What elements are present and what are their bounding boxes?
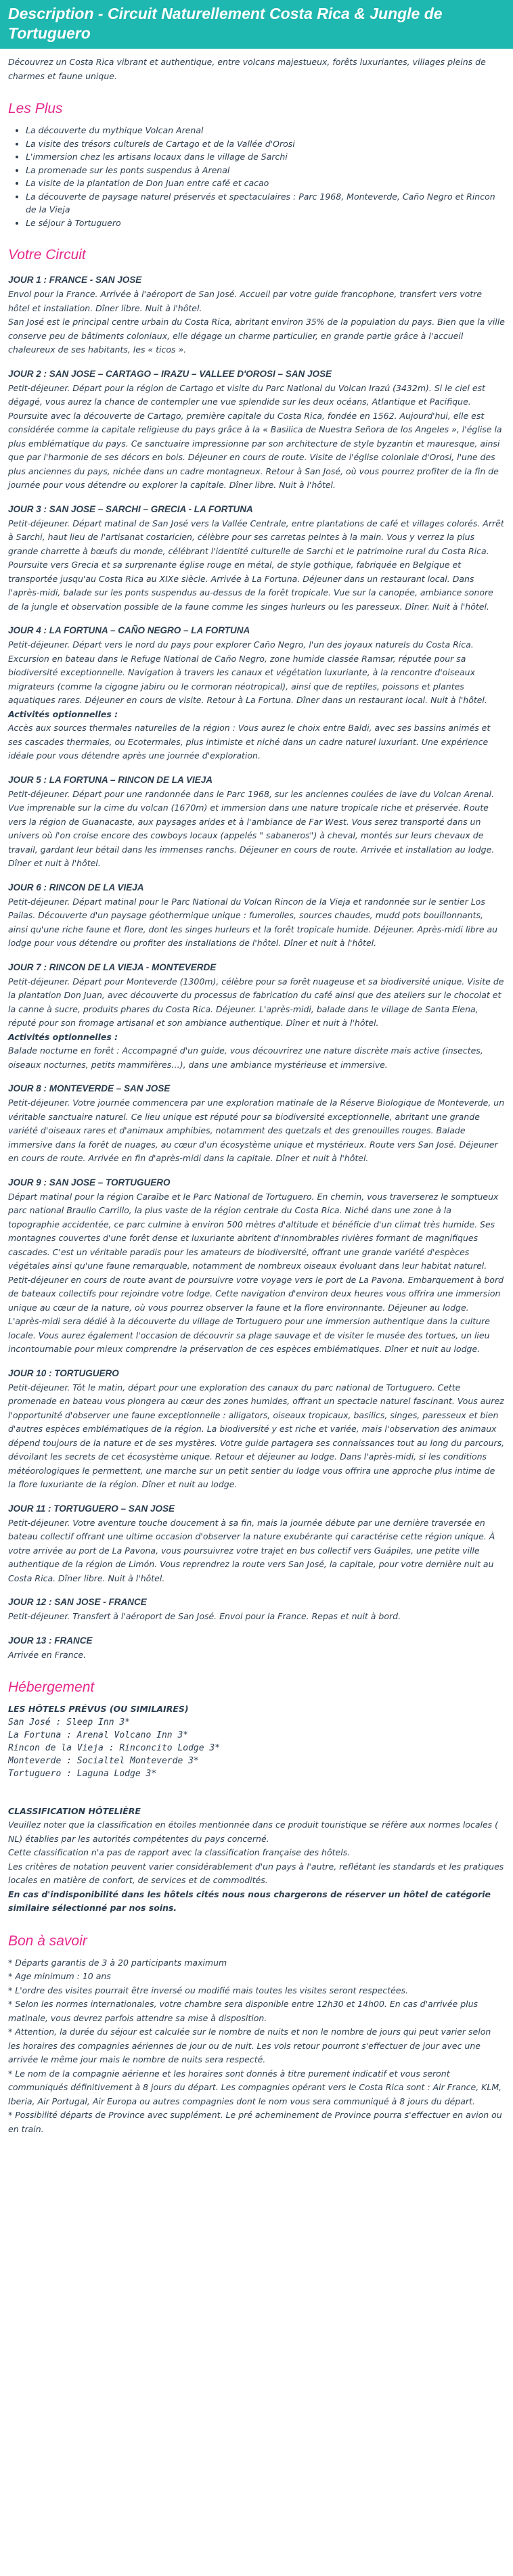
content	[0, 55, 513, 2150]
day-paragraph: Petit-déjeuner. Transfert à l'aéroport de San José. Envol pour la France. Repas et nuit à bord.	[8, 1611, 401, 1621]
hotel-item: Monteverde : Socialtel Monteverde 3*	[8, 1756, 199, 1766]
day-paragraph: Petit-déjeuner. Tôt le matin, départ pour une exploration des canaux du parc national de Tortuguero. Cette promenade en bateau vous plongera au cœur des zones humides, offrant un spectacle naturel fascinant. Vous aurez l'opportunité d'observer une faune exceptionnelle : alligators, oiseaux tropicaux, basilics, singes, paresseux et bien d'autres espèces emblématiques de la région. La biodiversité y est riche et variée, mais l'observation des animaux dépend toujours de la nature et de ses mystères. Votre guide partagera ses connaissances tout au long du parcours, dévoilant les secrets de cet écosystème unique. Retour et déjeuner au lodge. Dans l'après-midi, si les conditions météorologiques le permettent, une marche sur un petit sentier du lodge vous offrira une approche plus intime de la flore luxuriante de la région. Dîner et nuit au lodge.	[8, 1382, 505, 1489]
info-line: * Départs garantis de 3 à 20 participants maximum	[8, 1957, 227, 1968]
day-block	[8, 1175, 505, 1357]
optional-activities-heading: Activités optionnelles :	[8, 708, 118, 719]
day-paragraph: San José est le principal centre urbain du Costa Rica, abritant environ 35% de la population du pays. Bien que la ville conserve peu de bâtiments coloniaux, elle dégage un charme particulier, en grande partie grâce à l'accueil chaleureux de ses habitants, les « ticos ».	[8, 317, 505, 355]
list-item: • L'immersion chez les artisans locaux dans le village de Sarchi	[26, 150, 505, 164]
info-line: * Selon les normes internationales, votre chambre sera disponible entre 12h30 et 14h00. En cas d'arrivée plus matinale, vous devrez parfois attendre sa mise à disposition.	[8, 1999, 478, 2023]
day-paragraph: Petit-déjeuner. Départ pour une randonnée dans le Parc 1968, sur les anciennes coulées de lave du Volcan Arenal. Vue imprenable sur la cime du volcan (1670m) et immersion dans une nature tropicale riche et préservée. Route vers la région de Guanacaste, aux paysages arides et à l'ambiance de Far West. Vous serez transporté dans un univers où l'on croise encore des cowboys locaux (appelés " sabaneros") à cheval, montés sur leurs chevaux de travail, gardant leur bétail dans les immenses ranchs. Déjeuner en cours de route. Arrivée et installation au lodge. Dîner et nuit à l'hôtel.	[8, 788, 495, 868]
classification-line: Les critères de notation peuvent varier considérablement d'un pays à l'autre, reflétant les standards et les pratiques locales en matière de confort, de services et de commodités.	[8, 1861, 504, 1885]
classification-title: CLASSIFICATION HÔTELIÈRE	[8, 1806, 141, 1816]
optional-activity-text: Accès aux sources thermales naturelles de la région : Vous aurez le choix entre Baldi, avec ses bassins animés et ses cascades thermales, ou Ecotermales, plus intimiste et niché dans un cadre naturel luxuriant. Une expérience idéale pour vous détendre après une journée d'exploration.	[8, 723, 491, 761]
day-title: JOUR 10 : TORTUGUERO	[8, 1368, 119, 1378]
hotel-item: San José : Sleep Inn 3*	[8, 1717, 131, 1727]
page-title: Description - Circuit Naturellement Costa Rica & Jungle de Tortuguero	[8, 5, 443, 42]
circuit-heading: Votre Circuit	[8, 247, 86, 263]
day-paragraph: Petit-déjeuner. Votre journée commencera par une exploration matinale de la Réserve Biologique de Monteverde, un véritable sanctuaire naturel. Ce lieu unique est réputé pour sa biodiversité exceptionnelle, abritant une grande variété d'oiseaux rares et d'animaux amphibies, notamment des quetzals et des grenouilles rouges. Balade immersive dans la forêt de nuages, au cœur d'un écosystème unique et mystérieux. Route vers San José. Déjeuner en cours de route. Arrivée en fin d'après-midi dans la capitale. Dîner et nuit à l'hôtel.	[8, 1098, 505, 1163]
day-paragraph: Petit-déjeuner. Départ pour Monteverde (1300m), célèbre pour sa forêt nuageuse et sa biodiversité unique. Visite de la plantation Don Juan, avec découverte du processus de fabrication du café ainsi que des ateliers sur le chocolat et la canne à sucre, produits phares du Costa Rica. Déjeuner. L'après-midi, balade dans le village de Santa Elena, réputé pour son fromage artisanal et son ambiance authentique. Dîner et nuit à l'hôtel.	[8, 976, 504, 1028]
day-title: JOUR 3 : SAN JOSE – SARCHI – GRECIA - LA FORTUNA	[8, 503, 253, 514]
list-item: • La visite de la plantation de Don Juan entre café et cacao	[26, 177, 505, 190]
day-paragraph: Petit-déjeuner. Départ matinal pour le Parc National du Volcan Rincon de la Vieja et randonnée sur le sentier Los Pailas. Découverte d'un paysage géothermique unique : fumerolles, sources chaudes, mudd pots bouillonnants, ainsi qu'une riche faune et flore, dont les singes hurleurs et la forêt tropicale humide. Déjeuner. Après-midi libre au lodge pour vous détendre ou profiter des installations de l'hôtel. Dîner et nuit à l'hôtel.	[8, 896, 498, 948]
day-block	[8, 1366, 505, 1492]
day-block	[8, 773, 505, 871]
day-block	[8, 1595, 505, 1624]
info-line: * Le nom de la compagnie aérienne et les horaires sont donnés à titre purement indicatif et vous seront communiqués définitivement à 8 jours du départ. Les compagnies opérant vers le Costa Rica sont : Air France, KLM, Iberia, Air Portugal, Air Europa ou autres compagnies dont le nom vous sera communiqué à 8 jours du départ.	[8, 2068, 502, 2106]
les-plus-list	[8, 124, 505, 229]
day-title: JOUR 5 : LA FORTUNA – RINCON DE LA VIEJA	[8, 774, 213, 785]
classification-section	[8, 1805, 505, 1916]
hotels-title: LES HÔTELS PRÉVUS (OU SIMILAIRES)	[8, 1704, 189, 1714]
info-line: * L'ordre des visites pourrait être inversé ou modifié mais toutes les visites seront respectées.	[8, 1985, 409, 1995]
day-paragraph: Envol pour la France. Arrivée à l'aéroport de San José. Accueil par votre guide francophone, transfert vers votre hôtel et installation. Dîner libre. Nuit à l'hôtel.	[8, 289, 483, 313]
day-title: JOUR 13 : FRANCE	[8, 1635, 93, 1646]
hebergement-heading: Hébergement	[8, 1679, 95, 1695]
day-title: JOUR 12 : SAN JOSE - FRANCE	[8, 1597, 147, 1607]
day-block	[8, 1081, 505, 1166]
day-paragraph: Petit-déjeuner. Votre aventure touche doucement à sa fin, mais la journée débute par une dernière traversée en bateau collectif offrant une ultime occasion d'observer la nature exubérante qui caractérise cette région unique. À votre arrivée au port de La Pavona, vous poursuivrez votre trajet en bus collectif vers Guápiles, une petite ville authentique de la région de Limón. Vous reprendrez la route vers San José, la capitale, pour votre dernière nuit au Costa Rica. Dîner libre. Nuit à l'hôtel.	[8, 1517, 495, 1583]
hotel-item: Tortuguero : Laguna Lodge 3*	[8, 1769, 157, 1779]
hotel-item: Rincon de la Vieja : Rinconcito Lodge 3*	[8, 1743, 221, 1753]
info-line: * Attention, la durée du séjour est calculée sur le nombre de nuits et non le nombre de jours qui peut varier selon les horaires des compagnies aériennes de jour ou de nuit. Les vols retour pourront s'effectuer de jour avec une arrivée le même jour mais le nombre de nuits sera respecté.	[8, 2027, 491, 2064]
classification-line: Cette classification n'a pas de rapport avec la classification française des hôtels.	[8, 1847, 351, 1857]
day-title: JOUR 4 : LA FORTUNA – CAÑO NEGRO – LA FORTUNA	[8, 625, 250, 635]
day-title: JOUR 7 : RINCON DE LA VIEJA - MONTEVERDE	[8, 962, 217, 972]
day-paragraph: Petit-déjeuner en cours de route avant de poursuivre votre voyage vers le port de La Pavona. Embarquement à bord de bateaux collectifs pour rejoindre votre lodge. Cette navigation d'environ deux heures vous offrira une immersion unique au cœur de la nature, où vous pourrez observer la faune et la flore environnante. Déjeuner au lodge. L'après-midi sera dédié à la découverte du village de Tortuguero pour une immersion authentique dans la culture locale. Vous aurez également l'occasion de découvrir sa plage sauvage et de visiter le musée des tortues, un lieu incontournable pour mieux comprendre la préservation de ces espèces emblématiques. Dîner et nuit au lodge.	[8, 1274, 504, 1354]
day-block	[8, 1633, 505, 1663]
day-block	[8, 273, 505, 357]
day-title: JOUR 6 : RINCON DE LA VIEJA	[8, 882, 144, 892]
info-line: * Possibilité départs de Province avec supplément. Le pré acheminement de Province pourra s'effectuer en avion ou en train.	[8, 2110, 502, 2134]
optional-activities-heading: Activités optionnelles :	[8, 1031, 118, 1042]
day-block	[8, 880, 505, 951]
classification-bold-note: En cas d'indisponibilité dans les hôtels cités nous nous chargerons de réserver un hôtel de catégorie similaire sélectionné par nos soins.	[8, 1889, 491, 1913]
list-item: • La découverte de paysage naturel préservés et spectaculaires : Parc 1968, Monteverde, Caño Negro et Rincon de la Vieja	[26, 190, 505, 217]
day-paragraph: Petit-déjeuner. Départ pour la région de Cartago et visite du Parc National du Volcan Irazú (3432m). Si le ciel est dégagé, vous aurez la chance de contempler une vue splendide sur les deux océans, Atlantique et Pacifique. Poursuite avec la découverte de Cartago, première capitale du Costa Rica, fondée en 1562. Aujourd'hui, elle est considérée comme la capitale religieuse du pays grâce à la « Basilica de Nuestra Señora de los Angeles », l'église la plus emblématique du pays. Ce sanctuaire impressionne par son architecture de style byzantin et mauresque, ainsi que par l'harmonie de ses décors en bois. Déjeuner en cours de route. Visite de l'église coloniale d'Orosi, l'une des plus anciennes du pays, nichée dans un cadre montagneux. Retour à San José, où vous pourrez profiter de la fin de journée pour vous détendre ou explorer la capitale. Dîner libre. Nuit à l'hôtel.	[8, 382, 502, 490]
list-item: • Le séjour à Tortuguero	[26, 217, 505, 230]
classification-line: Veuillez noter que la classification en étoiles mentionnée dans ce produit touristique se réfère aux normes locales ( NL) établies par les autorités compétentes du pays concerné.	[8, 1820, 499, 1844]
circuit-days	[8, 273, 505, 1662]
list-item: • La découverte du mythique Volcan Arenal	[26, 124, 505, 137]
day-title: JOUR 8 : MONTEVERDE – SAN JOSE	[8, 1083, 171, 1093]
optional-activity-text: Balade nocturne en forêt : Accompagné d'un guide, vous découvrirez une nature discrète mais active (insectes, oiseaux nocturnes, petits mammifères…), dans une ambiance mystérieuse et immersive.	[8, 1045, 483, 1070]
intro-text: Découvrez un Costa Rica vibrant et authentique, entre volcans majestueux, forêts luxuriantes, villages pleins de charmes et faune unique.	[8, 57, 486, 81]
day-title: JOUR 1 : FRANCE - SAN JOSE	[8, 275, 142, 285]
day-paragraph: Petit-déjeuner. Départ vers le nord du pays pour explorer Caño Negro, l'un des joyaux naturels du Costa Rica. Excursion en bateau dans le Refuge National de Caño Negro, zone humide classée Ramsar, réputée pour sa biodiversité exceptionnelle. Navigation à travers les canaux et végétation luxuriante, à la rencontre d'oiseaux migrateurs (comme la cigogne jabiru ou le cormoran néotropical), ainsi que de reptiles, poissons et plantes aquatiques rares. Déjeuner en cours de visite. Retour à La Fortuna. Dîner dans un restaurant local. Nuit à l'hôtel.	[8, 639, 487, 705]
classification-text	[8, 1818, 505, 1888]
info-line: * Age minimum : 10 ans	[8, 1971, 111, 1981]
hotel-item: La Fortuna : Arenal Volcano Inn 3*	[8, 1730, 189, 1740]
day-block	[8, 1501, 505, 1586]
day-block	[8, 367, 505, 493]
title-banner	[0, 0, 513, 49]
day-block	[8, 623, 505, 763]
day-paragraph: Petit-déjeuner. Départ matinal de San José vers la Vallée Centrale, entre plantations de café et villages colorés. Arrêt à Sarchi, haut lieu de l'artisanat costaricien, célèbre pour ses carretas peintes à la main. Vous y verrez la plus grande charrette à bœufs du monde, célébrant l'identité culturelle de Sarchi et le patrimoine rural du Costa Rica. Poursuite vers Grecia et sa surprenante église rouge en métal, de style gothique, fabriquée en Belgique et transportée jusqu'au Costa Rica au XIXe siècle. Arrivée à La Fortuna. Déjeuner dans un restaurant local. Dans l'après-midi, balade sur les ponts suspendus au-dessus de la forêt tropicale. Vue sur la canopée, ambiance sonore de la jungle et observation possible de la faune comme les singes hurleurs ou les paresseux. Dîner. Nuit à l'hôtel.	[8, 518, 504, 612]
day-paragraph: Départ matinal pour la région Caraïbe et le Parc National de Tortuguero. En chemin, vous traverserez le somptueux parc national Braulio Carrillo, la plus vaste de la région centrale du Costa Rica. Niché dans une zone à la topographie accidentée, ce parc culmine à environ 500 mètres d'altitude et bénéficie d'un climat très humide. Ses montagnes couvertes d'une forêt dense et luxuriante abritent d'innombrables rivières formant de magnifiques cascades. C'est un véritable paradis pour les amateurs de biodiversité, offrant une grande variété d'espèces végétales ainsi qu'une faune remarquable, notamment de nombreux oiseaux évoluant dans leur habitat naturel.	[8, 1191, 499, 1271]
hotels-list	[8, 1716, 505, 1780]
day-title: JOUR 11 : TORTUGUERO – SAN JOSE	[8, 1503, 175, 1514]
list-item: • La visite des trésors culturels de Cartago et de la Vallée d'Orosi	[26, 137, 505, 151]
bon-a-savoir-list	[8, 1956, 505, 2137]
list-item: • La promenade sur les ponts suspendus à Arenal	[26, 164, 505, 177]
les-plus-heading: Les Plus	[8, 101, 63, 116]
day-paragraph: Arrivée en France.	[8, 1649, 87, 1660]
day-block	[8, 960, 505, 1072]
day-title: JOUR 9 : SAN JOSE – TORTUGUERO	[8, 1177, 171, 1188]
day-block	[8, 502, 505, 614]
bon-a-savoir-heading: Bon à savoir	[8, 1933, 87, 1949]
day-title: JOUR 2 : SAN JOSE – CARTAGO – IRAZU – VALLEE D'OROSI – SAN JOSE	[8, 368, 332, 379]
